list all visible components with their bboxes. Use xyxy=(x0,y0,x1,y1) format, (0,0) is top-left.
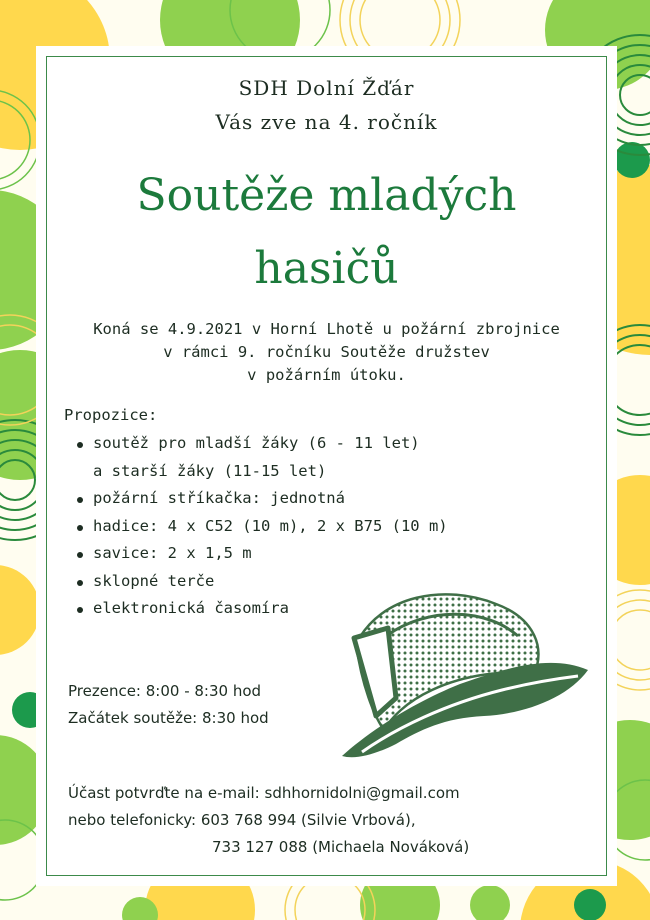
list-item-text: a starší žáky (11-15 let) xyxy=(93,461,327,480)
list-item-text: soutěž pro mladší žáky (6 - 11 let) xyxy=(93,434,420,452)
yellow-circle xyxy=(0,565,40,655)
event-intro xyxy=(36,318,617,387)
list-item-text: elektronická časomíra xyxy=(93,599,289,617)
list-item xyxy=(76,430,448,485)
intro-line: v rámci 9. ročníku Soutěže družstev xyxy=(163,343,490,361)
intro-line: v požárním útoku. xyxy=(247,366,406,384)
invite-line: Vás zve na 4. ročník xyxy=(215,110,438,134)
invitation-card xyxy=(36,46,617,886)
green-dot xyxy=(574,889,606,920)
lime-circle xyxy=(470,885,510,920)
list-item-text: požární stříkačka: jednotná xyxy=(93,489,345,507)
event-title-line1: Soutěže mladých xyxy=(136,170,517,221)
organizer-name: SDH Dolní Žďár xyxy=(238,76,415,100)
list-item-text: savice: 2 x 1,5 m xyxy=(93,544,252,562)
green-dot xyxy=(614,142,650,178)
list-item-text: sklopné terče xyxy=(93,571,215,590)
propozice-heading: Propozice: xyxy=(64,406,158,424)
contact-line: Účast potvrďte na e-mail: sdhhornidolni@gmail.com xyxy=(68,784,460,802)
intro-line: Koná se 4.9.2021 v Horní Lhotě u požární zbrojnice xyxy=(93,320,560,338)
contact-line: 733 127 088 (Michaela Nováková) xyxy=(212,838,470,856)
start-time: Začátek soutěže: 8:30 hod xyxy=(68,709,269,727)
event-title-line2: hasičů xyxy=(254,243,399,294)
registration-time: Prezence: 8:00 - 8:30 hod xyxy=(68,682,262,700)
list-item xyxy=(76,485,448,513)
list-item xyxy=(76,540,448,568)
contact-line: nebo telefonicky: 603 768 994 (Silvie Vrbová), xyxy=(68,811,416,829)
firefighter-helmet-icon xyxy=(336,566,596,766)
list-item xyxy=(76,513,448,541)
list-item-text: hadice: 4 x C52 (10 m), 2 x B75 (10 m) xyxy=(93,516,448,535)
contact-info xyxy=(68,780,469,861)
